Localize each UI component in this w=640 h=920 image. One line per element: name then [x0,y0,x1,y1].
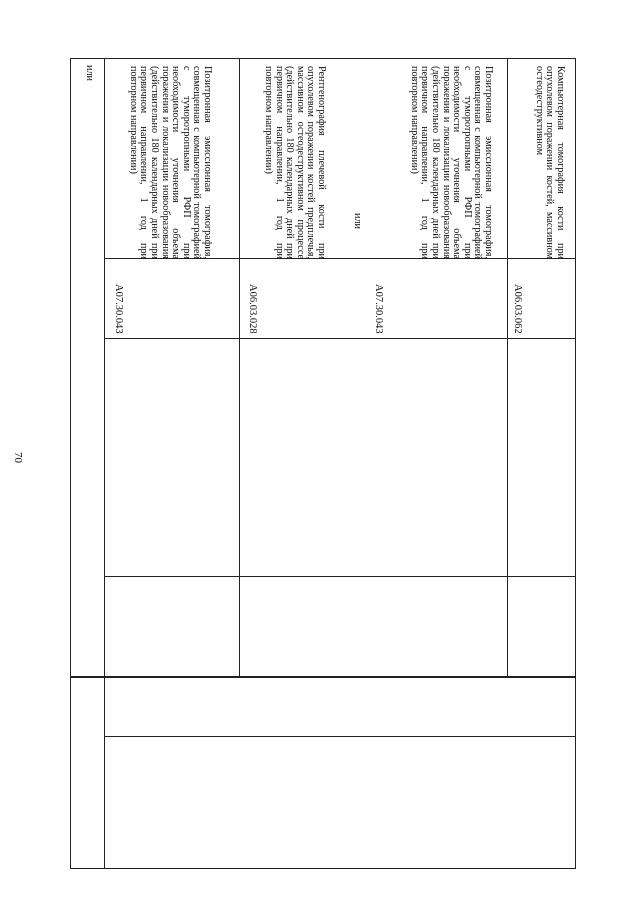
row1-code: A07.30.043 [113,284,124,334]
row2-text-or: или [352,213,363,229]
table-cell-col2-top [70,677,105,869]
row3-text-ct: Компьютерная томография кости при опухолевом поражении костей, массивном остеодеструктивном [533,66,566,259]
row3-code: A06.03.062 [512,284,523,334]
row2-text-pet: Позитронная эмиссионная томография, совмещенная с компьютерной томографией с туморотропными РФП при необходимости уточнения объема поражения и локализации новообразования (действительно 180 календарных дней при первичном направлении, 1 год при повторном направлении) [408,66,494,259]
page-number: 70 [12,452,24,463]
column-separator [105,338,576,339]
row2-code-pet: A07.30.043 [373,284,384,334]
row1-text-pet: Позитронная эмиссионная томография, совмещенная с компьютерной томографией с туморотропными РФП при необходимости уточнения объема поражения и локализации новообразования (действительно 180 календарных дней при первичном направлении, 1 год при повторном направлении) [127,66,213,259]
table-cell-col2-bottom [105,737,576,869]
row2-text-xray: Рентгенография плечевой кости при опухолевом поражении костей предплечья, массивном остеодеструктивном процессе (действительно 180 календарных дней при первичном направлении, 1 год при повторном направлении) [263,66,327,259]
table-cell-col1-bottom [105,677,576,737]
row1-text-or: или [84,65,95,81]
column-separator [105,576,576,577]
row2-code-xray: A06.03.028 [247,284,258,334]
